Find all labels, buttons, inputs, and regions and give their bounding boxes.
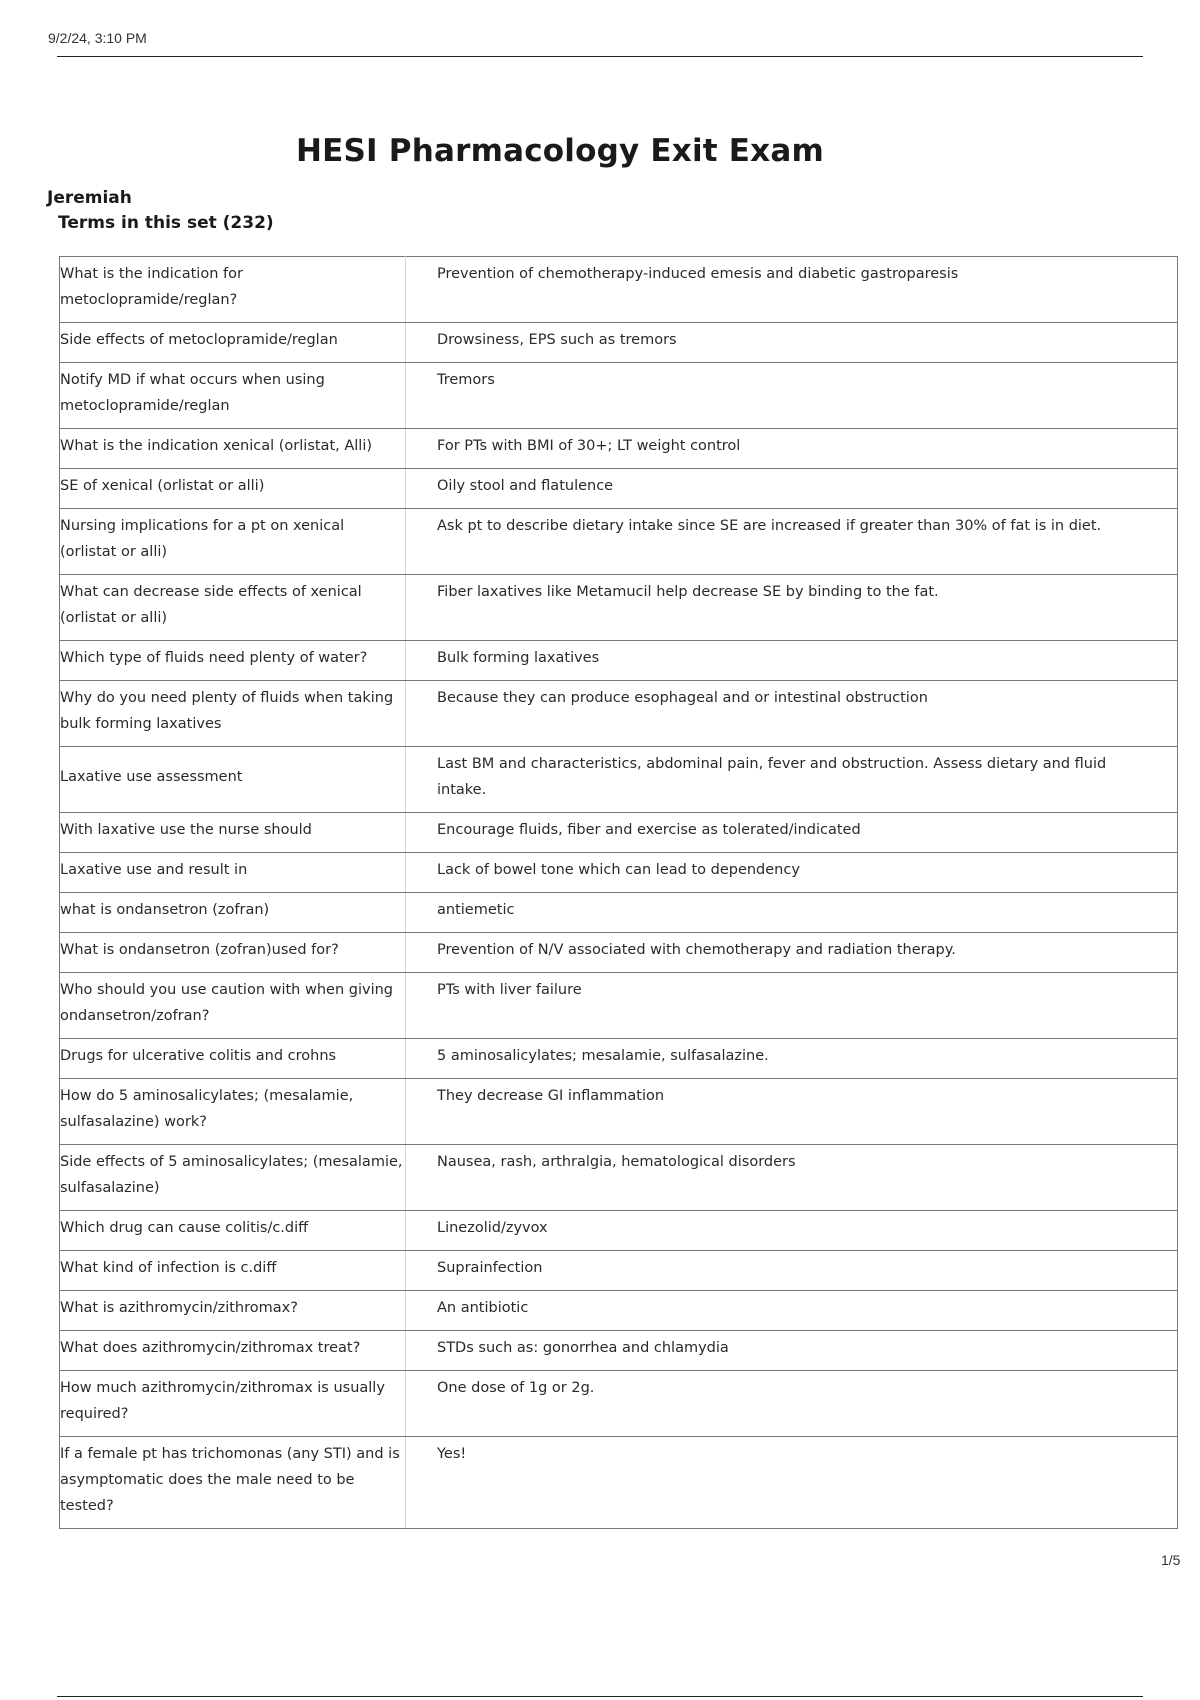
- definition-cell: Yes!: [406, 1437, 1178, 1529]
- definition-cell: PTs with liver failure: [406, 973, 1178, 1039]
- definition-cell: Oily stool and flatulence: [406, 469, 1178, 509]
- term-cell: What kind of infection is c.diff: [60, 1251, 406, 1291]
- term-cell: Side effects of metoclopramide/reglan: [60, 323, 406, 363]
- term-cell: Who should you use caution with when giving ondansetron/zofran?: [60, 973, 406, 1039]
- definition-cell: Tremors: [406, 363, 1178, 429]
- term-row: [60, 747, 1178, 813]
- term-cell: what is ondansetron (zofran): [60, 893, 406, 933]
- term-row: [60, 973, 1178, 1039]
- term-row: [60, 1039, 1178, 1079]
- term-cell: Why do you need plenty of fluids when taking bulk forming laxatives: [60, 681, 406, 747]
- term-row: [60, 641, 1178, 681]
- definition-cell: Fiber laxatives like Metamucil help decrease SE by binding to the fat.: [406, 575, 1178, 641]
- definition-cell: Lack of bowel tone which can lead to dependency: [406, 853, 1178, 893]
- term-row: [60, 1079, 1178, 1145]
- definition-cell: 5 aminosalicylates; mesalamie, sulfasalazine.: [406, 1039, 1178, 1079]
- term-row: [60, 853, 1178, 893]
- definition-cell: Ask pt to describe dietary intake since SE are increased if greater than 30% of fat is in diet.: [406, 509, 1178, 575]
- definition-cell: One dose of 1g or 2g.: [406, 1371, 1178, 1437]
- definition-cell: Bulk forming laxatives: [406, 641, 1178, 681]
- term-cell: What is the indication xenical (orlistat, Alli): [60, 429, 406, 469]
- footer-divider: [57, 1696, 1143, 1697]
- term-cell: SE of xenical (orlistat or alli): [60, 469, 406, 509]
- header-divider: [57, 56, 1143, 57]
- term-row: [60, 933, 1178, 973]
- term-row: [60, 1251, 1178, 1291]
- term-cell: What can decrease side effects of xenical (orlistat or alli): [60, 575, 406, 641]
- term-row: [60, 813, 1178, 853]
- page-number: 1/5: [1161, 1552, 1181, 1568]
- term-cell: How do 5 aminosalicylates; (mesalamie, sulfasalazine) work?: [60, 1079, 406, 1145]
- term-row: [60, 1371, 1178, 1437]
- terms-table-body: [60, 257, 1178, 1529]
- term-cell: How much azithromycin/zithromax is usually required?: [60, 1371, 406, 1437]
- term-row: [60, 323, 1178, 363]
- definition-cell: Linezolid/zyvox: [406, 1211, 1178, 1251]
- definition-cell: Because they can produce esophageal and or intestinal obstruction: [406, 681, 1178, 747]
- definition-cell: An antibiotic: [406, 1291, 1178, 1331]
- term-cell: Notify MD if what occurs when using metoclopramide/reglan: [60, 363, 406, 429]
- term-row: [60, 1145, 1178, 1211]
- terms-table: [59, 256, 1178, 1529]
- definition-cell: Drowsiness, EPS such as tremors: [406, 323, 1178, 363]
- terms-count-label: Terms in this set (232): [58, 213, 274, 233]
- definition-cell: Prevention of N/V associated with chemotherapy and radiation therapy.: [406, 933, 1178, 973]
- definition-cell: Prevention of chemotherapy-induced emesis and diabetic gastroparesis: [406, 257, 1178, 323]
- term-cell: What is azithromycin/zithromax?: [60, 1291, 406, 1331]
- term-row: [60, 681, 1178, 747]
- term-row: [60, 469, 1178, 509]
- definition-cell: antiemetic: [406, 893, 1178, 933]
- term-row: [60, 893, 1178, 933]
- term-row: [60, 363, 1178, 429]
- term-cell: Drugs for ulcerative colitis and crohns: [60, 1039, 406, 1079]
- definition-cell: Suprainfection: [406, 1251, 1178, 1291]
- definition-cell: They decrease GI inflammation: [406, 1079, 1178, 1145]
- term-cell: Nursing implications for a pt on xenical (orlistat or alli): [60, 509, 406, 575]
- term-cell: Laxative use and result in: [60, 853, 406, 893]
- term-row: [60, 1331, 1178, 1371]
- term-cell: What is ondansetron (zofran)used for?: [60, 933, 406, 973]
- term-cell: Laxative use assessment: [60, 747, 406, 813]
- term-row: [60, 1291, 1178, 1331]
- term-row: [60, 429, 1178, 469]
- definition-cell: For PTs with BMI of 30+; LT weight control: [406, 429, 1178, 469]
- author-name: Jeremiah: [47, 188, 132, 208]
- term-row: [60, 575, 1178, 641]
- definition-cell: Encourage fluids, fiber and exercise as tolerated/indicated: [406, 813, 1178, 853]
- term-cell: If a female pt has trichomonas (any STI) and is asymptomatic does the male need to be tested?: [60, 1437, 406, 1529]
- term-cell: Which drug can cause colitis/c.diff: [60, 1211, 406, 1251]
- term-row: [60, 1211, 1178, 1251]
- term-row: [60, 257, 1178, 323]
- term-cell: What does azithromycin/zithromax treat?: [60, 1331, 406, 1371]
- term-row: [60, 1437, 1178, 1529]
- term-cell: With laxative use the nurse should: [60, 813, 406, 853]
- print-timestamp: 9/2/24, 3:10 PM: [48, 30, 147, 46]
- term-row: [60, 509, 1178, 575]
- term-cell: Which type of fluids need plenty of water?: [60, 641, 406, 681]
- term-cell: What is the indication for metoclopramide/reglan?: [60, 257, 406, 323]
- document-title: HESI Pharmacology Exit Exam: [296, 133, 824, 169]
- definition-cell: STDs such as: gonorrhea and chlamydia: [406, 1331, 1178, 1371]
- term-cell: Side effects of 5 aminosalicylates; (mesalamie, sulfasalazine): [60, 1145, 406, 1211]
- definition-cell: Nausea, rash, arthralgia, hematological disorders: [406, 1145, 1178, 1211]
- definition-cell: Last BM and characteristics, abdominal pain, fever and obstruction. Assess dietary and fluid intake.: [406, 747, 1178, 813]
